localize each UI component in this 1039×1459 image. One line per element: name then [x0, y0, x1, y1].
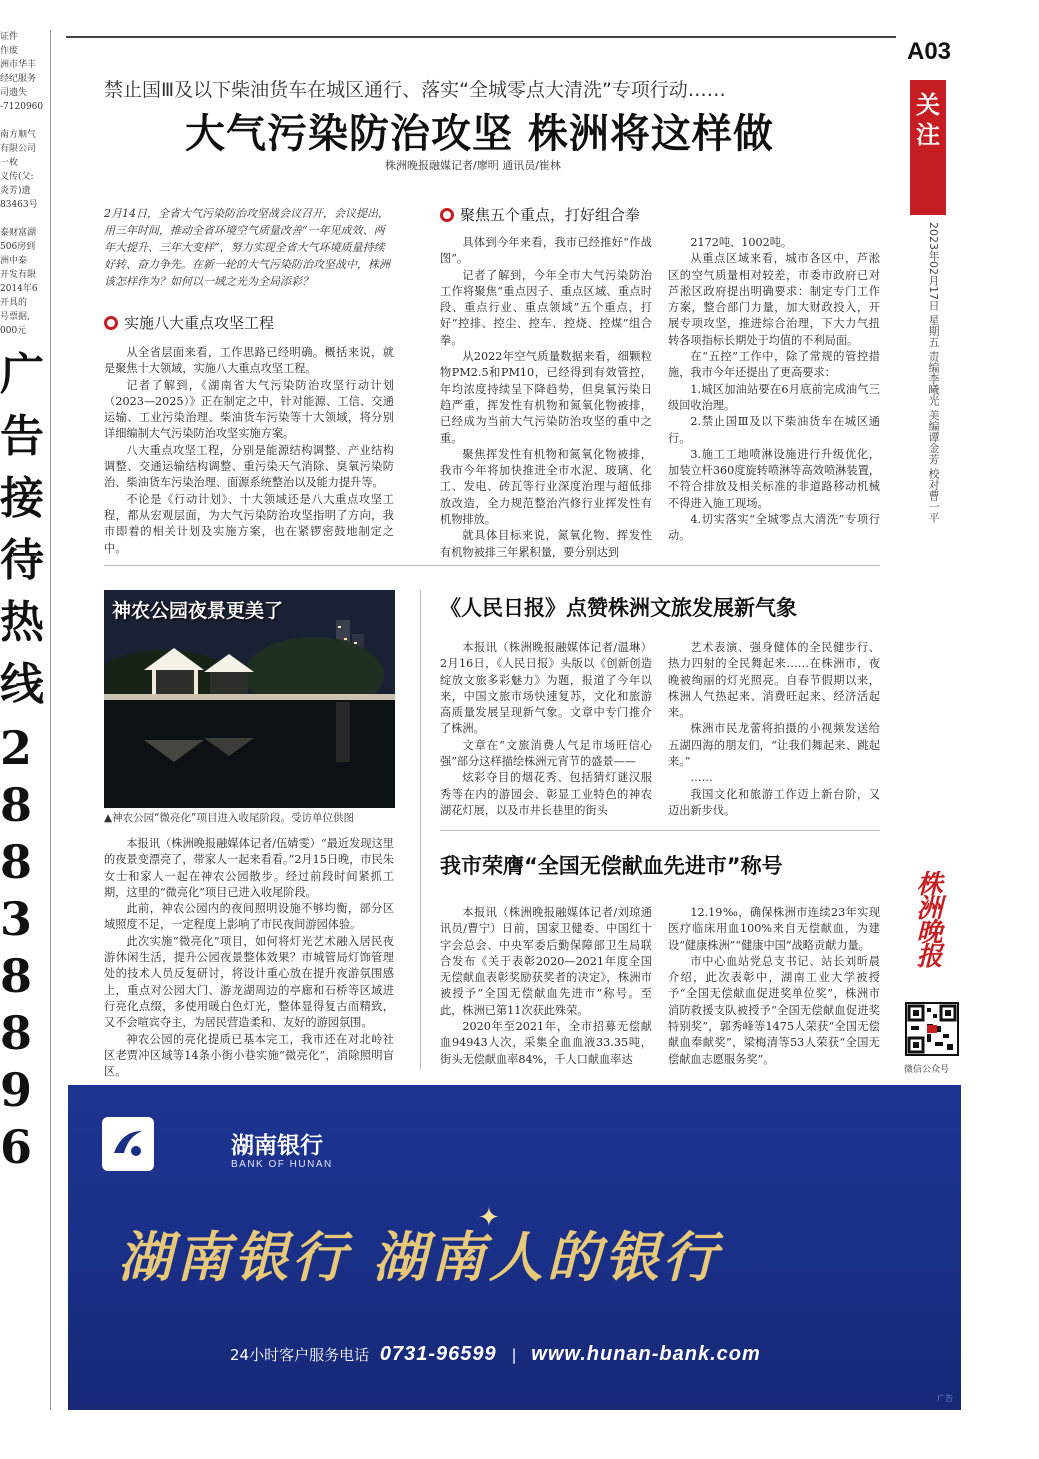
ad-hotline-char: 接 [0, 473, 44, 524]
adjacent-notice-line: 一枚 [0, 158, 19, 168]
page-number: A03 [907, 38, 952, 65]
park-paragraph: 神农公园的亮化提质已基本完工，我市还在对北岭社区老贾冲区域等14条小街小巷实施“微亮化”，消除照明盲区。 [104, 1032, 394, 1079]
adjacent-notice-line: -7120960 [0, 102, 44, 112]
lead-column-2 [440, 235, 652, 561]
bank-logo-icon [102, 1117, 154, 1171]
qr-code-icon [907, 1004, 957, 1054]
park-article-body [104, 836, 394, 1080]
adjacent-notice-line: 开发有限 [0, 270, 37, 280]
people-daily-column-1 [440, 640, 652, 819]
people-daily-paragraph: 文章在“文旅消费人气足市场旺信心强”部分这样描绘株洲元宵节的盛景—— [440, 738, 652, 769]
ad-hotline-vertical-text [0, 344, 48, 716]
bullet-circle-icon [440, 208, 454, 222]
lead-paragraph: 记者了解到，《湖南省大气污染防治攻坚行动计划（2023—2025）》正在制定之中，针对能源、工信、交通运输、工业污染治理、柴油货车污染等十大领域，将分别详细编制大气污染防治攻坚实施方案。 [104, 378, 394, 441]
ad-hotline-char: 待 [0, 535, 44, 586]
section-label: 关注 [910, 80, 946, 215]
sparkle-icon: ✦ [478, 1203, 500, 1233]
adjacent-notice-line: 506房到 [0, 242, 36, 252]
bank-of-hunan-ad[interactable] [68, 1085, 961, 1410]
adjacent-notice-line: 83463号 [0, 200, 38, 210]
lead-paragraph: 不论是《行动计划》、十大领域还是八大重点攻坚工程，都从宏观层面，为大气污染防治攻坚指明了方向，我市即着的相关计划及实施方案，也在紧锣密鼓地制定之中。 [104, 492, 394, 555]
lead-paragraph: 从2022年空气质量数据来看，细颗粒物PM2.5和PM10，已经得到有效管控，年均浓度持续呈下降趋势，但臭氧污染日趋严重，挥发性有机物和氮氧化物被排，已经成为当前大气污染防治攻坚的重中之重。 [440, 350, 652, 445]
people-daily-headline: 《人民日报》点赞株洲文旅发展新气象 [440, 596, 797, 620]
park-paragraph: 此次实施“微亮化”项目，如何将灯光艺术融入居民夜游休闲生活，提升公园夜景整体效果？市城管局灯饰管理处的技术人员反复研讨，将设计重心放在提升夜游氛围感上，重点对公园大门、游龙湖周边的亭廊和石桥等区域进行亮化点缀，多使用暖白色灯光，整体显得复古而精致，又不会喧宾夺主，为居民营造柔和、友好的游园氛围。 [104, 934, 394, 1030]
section-divider [440, 830, 880, 831]
ad-hotline-digit: 8 [0, 778, 33, 832]
ad-hotline-digit: 2 [0, 721, 33, 775]
adjacent-notice-line: 洲市华丰 [0, 60, 37, 70]
lead-byline: 株洲晚报融媒记者/廖明 通讯员/崔林 [385, 159, 561, 172]
photo-title: 神农公园夜景更美了 [112, 600, 284, 622]
bank-slogan: 湖南银行 湖南人的银行 [118, 1226, 721, 1289]
adjacent-notice-line: 号票据, [0, 312, 30, 322]
blood-donation-paragraph: 本报讯（株洲晚报融媒体记者/刘琼通讯员/曹宁）日前，国家卫健委、中国红十字会总会、中央军委后勤保障部卫生局联合发布《关于表彰2020—2021年度全国无偿献血表彰奖励获奖者的决定》，株洲市被授予“全国无偿献血先进市”称号。至此，株洲已第11次获此殊荣。 [440, 906, 652, 1017]
subhead-five-focus: 聚焦五个重点，打好组合拳 [440, 204, 640, 225]
blood-donation-paragraph: 2020年至2021年，全市招募无偿献血94943人次，采集全血血液33.35吨，街头无偿献血率84%，千人口献血率达 [440, 1020, 652, 1066]
blood-donation-headline: 我市荣膺“全国无偿献血先进市”称号 [440, 854, 783, 878]
blood-donation-paragraph: 市中心血站党总支书记、站长刘昕晨介绍，此次表彰中，湖南工业大学被授予“全国无偿献血促进奖单位奖”，株洲市消防救援支队被授予“全国无偿献血促进奖特别奖”，郭秀峰等1475人荣获“全国无偿献血奉献奖”，梁梅清等53人荣获“全国无偿献血志愿服务奖”。 [668, 954, 880, 1066]
lead-column-1 [104, 345, 394, 557]
park-paragraph: 此前，神农公园内的夜间照明设施不够均衡，部分区域照度不足，一定程度上影响了市民夜间游园体验。 [104, 902, 394, 932]
people-daily-paragraph: 艺术表演、强身健体的全民健步行、热力四射的全民舞起来……在株洲市，夜晚被绚丽的灯光照亮。自春节假期以来，株洲人气热起来、消费旺起来、经济活起来。 [668, 641, 880, 720]
people-daily-column-2 [668, 640, 880, 819]
lead-paragraph: 2172吨、1002吨。 [690, 236, 793, 249]
adjacent-notice-line [0, 114, 48, 128]
lead-intro: 2月14日，全省大气污染防治攻坚战会议召开，会议提出，用三年时间，推动全省环境空气质量改善“一年见成效、两年大提升、三年大变样”，努力实现全省大气环境质量持续好转、奋力争先。在新一轮的大气污染防治攻坚战中，株洲该怎样作为？如何以一域之光为全局添彩？ [104, 207, 390, 288]
adjacent-notice-line: 作废 [0, 46, 19, 56]
ad-hotline-digit: 8 [0, 949, 33, 1003]
qr-caption: 微信公众号 [904, 1065, 950, 1075]
bank-english-name: BANK OF HUNAN [231, 1159, 333, 1170]
ad-hotline-digit: 9 [0, 1063, 33, 1117]
ad-hotline-char: 告 [0, 411, 44, 462]
ad-hotline-digit: 3 [0, 892, 33, 946]
hotline-number[interactable]: 0731-96599 [379, 1343, 497, 1365]
park-paragraph: 本报讯（株洲晚报融媒体记者/伍婧雯）“最近发现这里的夜景变漂亮了，带家人一起来看看。”2月15日晚，市民朱女士和家人一起在神农公园散步。经过前段时间紧抓工期，这里的“微亮化”项目已进入收尾阶段。 [104, 837, 394, 899]
bank-name: 湖南银行 [231, 1133, 323, 1159]
adjacent-notice-line: 义传(父: [0, 172, 34, 182]
people-daily-paragraph: 本报讯（株洲晚报融媒体记者/温琳）2月16日，《人民日报》头版以《创新创造绽放文旅多彩魅力》为题，报道了今年以来，中国文旅市场快速复苏，文化和旅游高质量发展呈现新气象。文章中专门推介了株洲。 [440, 641, 652, 736]
lead-paragraph: 从重点区域来看，城市各区中，芦淞区的空气质量相对较差，市委市政府已对芦淞区政府提出明确要求：制定专门工作方案，整合部门力量，加大财政投入，开展专项攻坚，推进综合治理，下大力气扭转各项指标长期处于均值的不利局面。 [668, 252, 880, 347]
adjacent-notice-line: 泰财富湖 [0, 228, 37, 238]
lead-paragraph: 3.施工工地喷淋设施进行升级优化，加装立杆360度旋转喷淋等高效喷淋装置，不符合排放及相关标准的非道路移动机械不得进入施工现场。 [668, 447, 880, 510]
lead-paragraph: 在“五控”工作中，除了常规的管控措施，我市今年还提出了更高要求： [668, 350, 880, 380]
adjacent-page-strip [0, 30, 48, 1430]
lead-paragraph: 记者了解到，今年全市大气污染防治工作将聚焦“重点因子、重点区域、重点时段、重点行业、重点领域”五个重点，打好“控排、控尘、控车、控烧、控煤”组合拳。 [440, 268, 652, 347]
adjacent-notice-line: 洲中泰 [0, 256, 28, 266]
lead-headline: 大气污染防治攻坚 株洲将这样做 [185, 111, 774, 157]
adjacent-notice-line: 司遗失 [0, 88, 28, 98]
column-divider [420, 590, 421, 1070]
top-rule [66, 36, 896, 38]
people-daily-paragraph: 株洲市民龙蕾将拍摄的小视频发送给五湖四海的朋友们，“让我们舞起来、跳起来。” [668, 722, 880, 769]
adjacent-notice-line: 开具的 [0, 298, 28, 308]
photo-caption: ▲神农公园“微亮化”项目进入收尾阶段。受访单位供图 [104, 812, 354, 824]
blood-donation-paragraph: 12.19‰，确保株洲市连续23年实现医疗临床用血100%来自无偿献血，为建设“健康株洲”“健康中国”战略贡献力量。 [668, 906, 880, 952]
adjacent-notice-line: 有限公司 [0, 144, 37, 154]
blood-donation-column-1 [440, 905, 652, 1068]
park-night-photo [104, 590, 395, 808]
adjacent-notice-line [0, 212, 48, 226]
ad-hotline-number-vertical [0, 720, 48, 1176]
ad-hotline-char: 广 [0, 349, 44, 400]
lead-paragraph: 1.城区加油站要在6月底前完成油气三级回收治理。 [668, 382, 880, 412]
lead-paragraph: 2.禁止国Ⅲ及以下柴油货车在城区通行。 [668, 415, 880, 445]
adjacent-notice-line: 2014年6 [0, 284, 38, 294]
lead-column-3 [668, 235, 880, 545]
lead-paragraph: 八大重点攻坚工程，分别是能源结构调整、产业结构调整、交通运输结构调整、重污染天气消除、臭氧污染防治、柴油货车污染治理、面源系统整治以及能力提升等。 [104, 443, 394, 490]
blood-donation-column-2 [668, 905, 880, 1068]
bank-website-link[interactable]: www.hunan-bank.com [531, 1343, 761, 1365]
adjacent-notice-line: 炎芳)遗 [0, 186, 31, 196]
lead-paragraph: 4.切实落实“全城零点大清洗”专项行动。 [668, 513, 880, 543]
lead-kicker: 禁止国Ⅲ及以下柴油货车在城区通行、落实“全城零点大清洗”专项行动…… [104, 79, 726, 101]
lead-paragraph: 就具体目标来说，氮氧化物、挥发性有机物被排三年累积量，要分别达到 [440, 529, 652, 559]
adjacent-notice-line: 南方顺气 [0, 130, 37, 140]
adjacent-notice-line: 证件 [0, 32, 19, 42]
column-divider [50, 30, 51, 1410]
adjacent-notice-text [0, 30, 48, 338]
lead-paragraph: 具体到今年来看，我市已经推好“作战图”。 [440, 236, 652, 266]
people-daily-paragraph: …… [690, 771, 713, 785]
ad-hotline-digit: 6 [0, 1120, 33, 1174]
ad-hotline-digit: 8 [0, 1006, 33, 1060]
adjacent-notice-line: 经纪服务 [0, 74, 37, 84]
bank-hotline: 24小时客户服务电话 0731-96599 | www.hunan-bank.com [230, 1343, 761, 1365]
lead-paragraph: 从全省层面来看，工作思路已经明确。概括来说，就是聚焦十大领域，实施八大重点攻坚工程。 [104, 346, 394, 376]
subhead-eight-projects: 实施八大重点攻坚工程 [104, 312, 274, 333]
ad-tag: 广告 [937, 1394, 953, 1403]
wechat-qr-code[interactable] [905, 1002, 959, 1056]
lead-paragraph: 聚焦挥发性有机物和氮氧化物被排，我市今年将加快推进全市水泥、玻璃、化工、发电、砖瓦等行业深度治理与超低排放改造，全力规范整治汽修行业挥发性有机物排放。 [440, 447, 652, 527]
people-daily-paragraph: 我国文化和旅游工作迈上新台阶，又迈出新步伐。 [668, 787, 880, 817]
adjacent-notice-line: 000元 [0, 326, 27, 336]
ad-hotline-char: 热 [0, 597, 44, 648]
bullet-circle-icon [104, 316, 118, 330]
ad-hotline-digit: 8 [0, 835, 33, 889]
ad-hotline-char: 线 [0, 659, 44, 710]
section-divider [104, 565, 880, 566]
people-daily-paragraph: 炫彩夺目的烟花秀、包括猜灯谜汉服秀等在内的游园会、彰显工业特色的神农湖花灯展，以及市井长巷里的街头 [440, 771, 652, 817]
date-line: 2023年02月17日 星期五 责编李曦光 美编谭金芳 校对曹一平 [927, 222, 940, 523]
zhuzhou-evening-news-logo: 株洲晚报 [912, 870, 942, 966]
